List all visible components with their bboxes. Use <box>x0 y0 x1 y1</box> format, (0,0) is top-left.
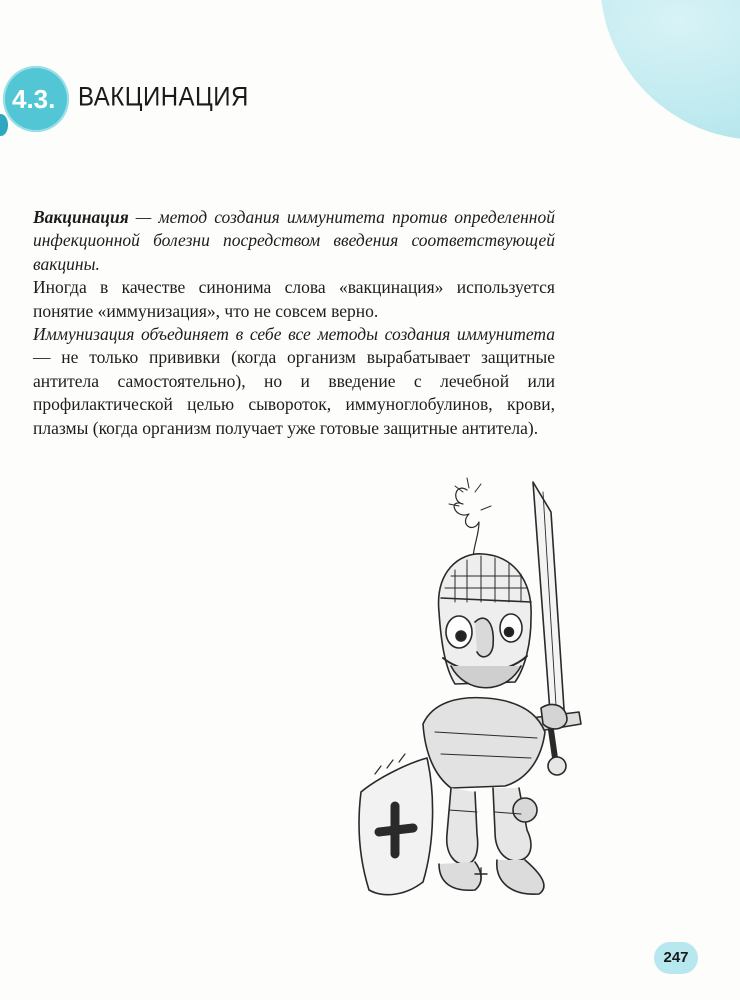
page-number-badge <box>654 942 698 974</box>
immunization-text: — не только прививки (когда организм вырабатывает защитные антитела самостоятельно), но и введение с лечебной или профилактической целью сывороток, иммуноглобулинов, крови, плазмы (когда организм получает уже готовые защитные антитела). <box>33 347 555 438</box>
body-text <box>33 206 555 440</box>
badge-accent-dot <box>0 114 8 136</box>
term-vaccination: Вакцинация <box>33 207 129 227</box>
corner-decoration <box>600 0 740 140</box>
definition-text: — метод создания иммунитета против определенной инфекционной болезни посредством введения соответствующей вакцины. <box>33 207 555 274</box>
knight-illustration-icon <box>355 462 595 912</box>
paragraph-immunization <box>33 323 555 440</box>
section-title: ВАКЦИНАЦИЯ <box>78 82 249 113</box>
paragraph-synonym <box>33 276 555 323</box>
page-number: 247 <box>663 949 689 966</box>
section-number: 4.3. <box>12 84 56 114</box>
paragraph-definition <box>33 206 555 276</box>
immunization-lead: Иммунизация объединяет в себе все методы создания иммунитета <box>33 324 555 345</box>
synonym-text: Иногда в качестве синонима слова «вакцинация» используется понятие «иммунизация», что не совсем верно. <box>33 277 555 321</box>
